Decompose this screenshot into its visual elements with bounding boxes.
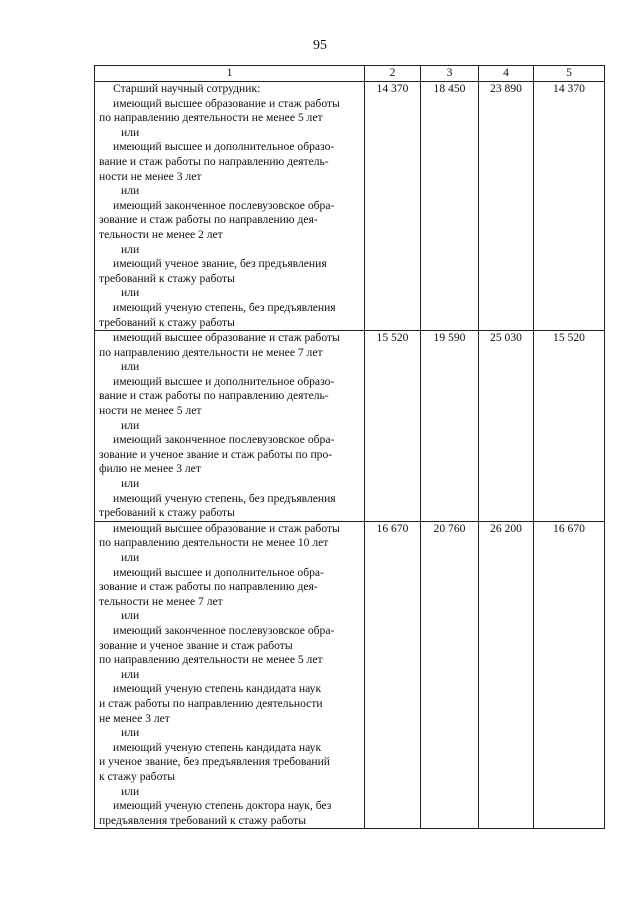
requirement-line: и стаж работы по направлению деятельности xyxy=(99,696,323,710)
requirement-line: имеющий высшее образование и стаж работы xyxy=(113,96,340,110)
requirement-line: зование и ученое звание и стаж работы xyxy=(99,638,293,652)
requirement-line: зование и ученое звание и стаж работы по про- xyxy=(99,447,333,461)
requirement-line: или xyxy=(121,667,140,681)
requirement-line: имеющий ученую степень кандидата наук xyxy=(113,740,322,754)
salary-value-col-5: 16 670 xyxy=(534,521,605,828)
column-header-1: 1 xyxy=(95,66,365,82)
requirement-line: имеющий ученую степень кандидата наук xyxy=(113,682,322,696)
requirement-line: или xyxy=(121,286,140,300)
requirement-line: или xyxy=(121,242,140,256)
requirement-line: требований к стажу работы xyxy=(99,271,235,285)
requirement-line: по направлению деятельности не менее 10 лет xyxy=(99,536,329,550)
requirement-line: имеющий ученую степень, без предъявления xyxy=(113,491,336,505)
salary-value-col-3: 20 760 xyxy=(421,521,479,828)
requirement-line: имеющий высшее образование и стаж работы xyxy=(113,331,340,345)
requirement-line: по направлению деятельности не менее 5 лет xyxy=(99,111,323,125)
requirement-cell xyxy=(95,331,365,522)
requirement-line: зование и стаж работы по направлению дея- xyxy=(99,580,318,594)
requirement-line: предъявления требований к стажу работы xyxy=(99,813,307,827)
requirement-cell xyxy=(95,521,365,828)
requirement-line: вание и стаж работы по направлению деятель- xyxy=(99,389,329,403)
requirement-line: имеющий законченное послевузовское обра- xyxy=(113,623,335,637)
salary-value-col-4: 25 030 xyxy=(479,331,534,522)
salary-value-col-3: 19 590 xyxy=(421,331,479,522)
requirement-line: филю не менее 3 лет xyxy=(99,462,201,476)
requirement-line: требований к стажу работы xyxy=(99,315,235,329)
requirement-line: или xyxy=(121,551,140,564)
requirement-line: имеющий ученую степень, без предъявления xyxy=(113,300,336,314)
requirement-line: или xyxy=(121,418,140,432)
requirement-line: имеющий ученую степень доктора наук, без xyxy=(113,799,332,813)
salary-table xyxy=(94,65,605,829)
requirement-cell xyxy=(95,82,365,331)
requirement-line: имеющий высшее и дополнительное образо- xyxy=(113,374,335,388)
salary-value-col-3: 18 450 xyxy=(421,82,479,331)
column-header-5: 5 xyxy=(534,66,605,82)
requirement-line: тельности не менее 2 лет xyxy=(99,227,223,241)
requirement-line: вание и стаж работы по направлению деятель- xyxy=(99,154,329,168)
requirement-line: по направлению деятельности не менее 7 лет xyxy=(99,345,323,359)
requirement-line: имеющий высшее и дополнительное образо- xyxy=(113,140,335,154)
salary-value-col-2: 15 520 xyxy=(365,331,421,522)
requirement-line: или xyxy=(121,360,140,374)
salary-value-col-2: 14 370 xyxy=(365,82,421,331)
column-header-3: 3 xyxy=(421,66,479,82)
requirement-line: имеющий законченное послевузовское обра- xyxy=(113,198,335,212)
requirement-line: или xyxy=(121,784,140,798)
salary-value-col-4: 23 890 xyxy=(479,82,534,331)
table-header-row xyxy=(95,66,605,82)
requirement-line: не менее 3 лет xyxy=(99,711,170,725)
requirement-line: и ученое звание, без предъявления требований xyxy=(99,755,331,769)
page-number: 95 xyxy=(313,38,327,53)
salary-value-col-4: 26 200 xyxy=(479,521,534,828)
requirement-line: или xyxy=(121,477,140,491)
requirement-line: ности не менее 3 лет xyxy=(99,169,202,183)
requirement-line: требований к стажу работы xyxy=(99,506,235,520)
column-header-4: 4 xyxy=(479,66,534,82)
requirement-line: имеющий ученое звание, без предъявления xyxy=(113,257,327,271)
table-row xyxy=(95,521,605,828)
requirement-line: тельности не менее 7 лет xyxy=(99,594,223,608)
table-row xyxy=(95,331,605,522)
requirement-line: или xyxy=(121,726,140,740)
requirement-line: имеющий высшее и дополнительное обра- xyxy=(113,565,324,579)
requirement-line: имеющий высшее образование и стаж работы xyxy=(113,521,340,535)
requirement-line: ности не менее 5 лет xyxy=(99,404,202,418)
requirement-line: или xyxy=(121,184,140,198)
table-row xyxy=(95,82,605,331)
salary-value-col-5: 14 370 xyxy=(534,82,605,331)
salary-value-col-2: 16 670 xyxy=(365,521,421,828)
requirement-line: имеющий законченное послевузовское обра- xyxy=(113,433,335,447)
requirement-line: по направлению деятельности не менее 5 лет xyxy=(99,653,323,667)
requirement-line: или xyxy=(121,125,140,139)
requirement-line: к стажу работы xyxy=(99,769,176,783)
requirement-line: зование и стаж работы по направлению дея- xyxy=(99,213,318,227)
requirement-line: Старший научный сотрудник: xyxy=(113,82,261,95)
column-header-2: 2 xyxy=(365,66,421,82)
requirement-line: или xyxy=(121,609,140,623)
salary-value-col-5: 15 520 xyxy=(534,331,605,522)
